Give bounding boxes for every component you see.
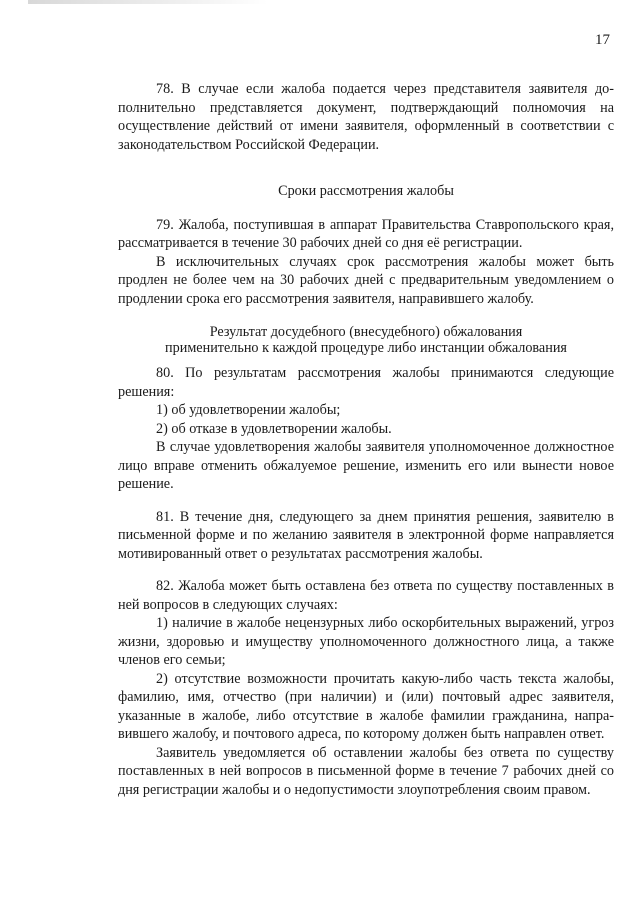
paragraph-82-notice: Заявитель уведомляется об оставлении жалобы без ответа по существу поставленных в ней вопросов в письменной форме в течение 7 рабочих дней со дня регистрации жалобы и о недопустимости злоупотребления своим правом. <box>118 744 614 798</box>
paragraph-81: 81. В течение дня, следующего за днем принятия решения, заявителю в письменной форме и по желанию заявителя в электронной форме направляется мотивированный ответ о результатах рассмотрения жалобы. <box>118 508 614 562</box>
paragraph-80-item-1: 1) об удовлетворении жалобы; <box>156 402 341 418</box>
paragraph-79-extension: В исключительных случаях срок рассмотрения жалобы может быть продлен не более чем на 30 рабочих дней с предварительным уведомлением о продлении срока его рассмотрения заявителя, направившего жалобу. <box>118 253 614 307</box>
paragraph-78: 78. В случае если жалоба подается через представителя заявителя дополнительно представляется документ, подтверждающий полномочия на осуществление действий от имени заявителя, оформленный в соответствии с законодательством Российской Федерации. <box>118 81 614 153</box>
scan-artifact <box>28 0 268 4</box>
section-heading-result <box>118 324 614 356</box>
paragraph-82-item-2: 2) отсутствие возможности прочитать какую-либо часть текста жалобы, фамилию, имя, отчество (при наличии) и (или) почтовый адрес заявителя, указанные в жалобе, либо отсутствие в жалобе фамилии гражданина, направившего жалобу, и почтового адреса, по которому должен быть направлен ответ. <box>118 670 614 742</box>
paragraph-79: 79. Жалоба, поступившая в аппарат Правительства Ставропольского края, рассматривается в течение 30 рабочих дней со дня её регистрации. <box>118 216 614 251</box>
page-number: 17 <box>595 32 610 48</box>
paragraph-82-item-1: 1) наличие в жалобе нецензурных либо оскорбительных выражений, угроз жизни, здоровью и имуществу уполномоченного должностного лица, а также членов его семьи; <box>118 615 614 668</box>
document-body <box>118 80 614 799</box>
paragraph-gap <box>118 494 614 508</box>
paragraph-82: 82. Жалоба может быть оставлена без ответа по существу поставленных в ней вопросов в следующих случаях: <box>118 578 614 613</box>
paragraph-80-item-2: 2) об отказе в удовлетворении жалобы. <box>156 420 392 437</box>
paragraph-gap <box>118 563 614 577</box>
section-heading-result-line1: Результат досудебного (внесудебного) обжалования <box>209 324 523 340</box>
section-heading-terms: Сроки рассмотрения жалобы <box>278 183 454 199</box>
section-heading-result-line2: применительно к каждой процедуре либо инстанции обжалования <box>165 340 567 356</box>
paragraph-80-satisfaction: В случае удовлетворения жалобы заявителя уполномоченное должностное лицо вправе отменить обжалуемое решение, изменить его или вынести новое решение. <box>118 439 614 492</box>
paragraph-80: 80. По результатам рассмотрения жалобы принимаются следующие решения: <box>118 365 614 400</box>
